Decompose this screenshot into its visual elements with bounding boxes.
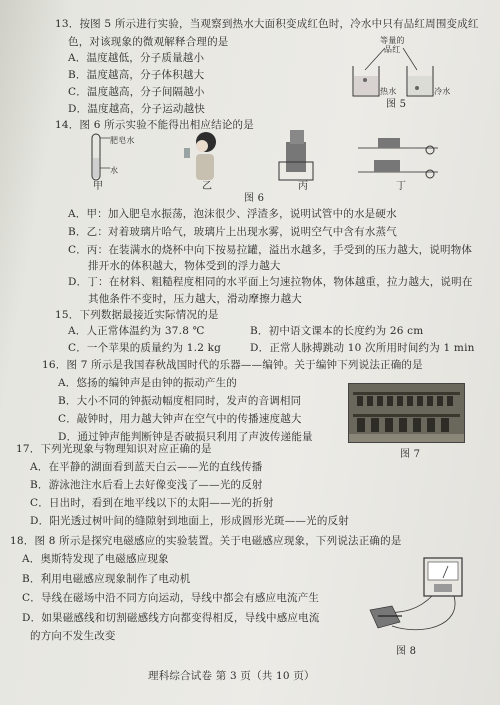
- q14-option-d: D．丁：在材料、粗糙程度相同的水平面上匀速拉物体，物体越重，拉力越大，说明在: [68, 276, 473, 288]
- fig5-hot-label: 热水: [380, 87, 397, 96]
- fig6-soap-label: 肥皂水: [110, 136, 135, 145]
- fig6-caption: 图 6: [244, 193, 265, 204]
- fig6-water-label: 水: [110, 166, 119, 175]
- q16-option-d: D．通过钟声能判断钟是否破损只利用了声波传递能量: [58, 431, 313, 443]
- fig5-label-top: 等量的: [380, 36, 405, 45]
- figure-8: [362, 556, 472, 644]
- q13-option-b: B．温度越高，分子体积越大: [68, 69, 205, 81]
- q14-option-a: A．甲：加入肥皂水振荡，泡沫很少、浮渣多，说明试管中的水是硬水: [68, 208, 397, 220]
- q14-option-c-cont: 排开水的体积越大，物体受到的浮力越大: [88, 260, 281, 272]
- q18-option-b: B．利用电磁感应现象制作了电动机: [22, 573, 191, 585]
- q18-option-d: D．如果磁感线和切割磁感线方向都变得相反，导线中感应电流: [22, 612, 320, 624]
- q17-option-d: D．阳光透过树叶间的缝隙射到地面上，形成圆形光斑——光的反射: [30, 515, 349, 527]
- fig5-label-top2: 品红: [384, 45, 401, 54]
- q18-stem: 18．图 8 所示是探究电磁感应的实验装置。关于电磁感应现象，下列说法正确的是: [10, 535, 402, 547]
- q17-stem: 17．下列光现象与物理知识对应正确的是: [16, 443, 212, 455]
- fig8-caption: 图 8: [396, 646, 417, 657]
- q13-option-d: D．温度越高，分子运动越快: [68, 103, 206, 115]
- q13-option-c: C．温度越高，分子间隔越小: [68, 86, 205, 98]
- q16-option-b: B．大小不同的钟振动幅度相同时，发声的音调相同: [58, 395, 302, 407]
- q16-option-a: A．悠扬的编钟声是由钟的振动产生的: [58, 377, 237, 389]
- q13-stem-line1: 13．按图 5 所示进行实验，当观察到热水大面积变成红色时，冷水中只有品红周围变成红: [55, 18, 479, 30]
- q13-stem-line2: 色，对该现象的微观解释合理的是: [68, 36, 229, 48]
- q13-option-a: A．温度越低，分子质量越小: [68, 52, 205, 64]
- q16-option-c: C．敲钟时，用力越大钟声在空气中的传播速度越大: [58, 413, 302, 425]
- q15-option-c: C．一个苹果的质量约为 1.2 kg: [68, 342, 222, 354]
- fig6-label-bing: 丙: [298, 181, 309, 192]
- q14-option-b: B．乙：对着玻璃片哈气，玻璃片上出现水雾，说明空气中含有水蒸气: [68, 226, 397, 238]
- q18-option-c: C．导线在磁场中沿不同方向运动，导线中都会有感应电流产生: [22, 592, 320, 604]
- fig7-caption: 图 7: [400, 449, 421, 460]
- q15-option-a: A．人正常体温约为 37.8 ℃: [68, 325, 205, 337]
- q17-option-c: C．日出时，看到在地平线以下的太阳——光的折射: [30, 497, 274, 509]
- fig6-label-jia: 甲: [93, 181, 104, 192]
- q14-option-c: C．丙：在装满水的烧杯中向下按易拉罐，溢出水越多，手受到的压力越大，说明物体: [68, 244, 473, 256]
- q14-option-d-cont: 其他条件不变时，压力越大，滑动摩擦力越大: [88, 293, 302, 305]
- fig5-caption: 图 5: [386, 99, 407, 110]
- fig6-label-ding: 丁: [396, 181, 407, 192]
- q15-stem: 15．下列数据最接近实际情况的是: [55, 309, 219, 321]
- q18-option-a: A．奥斯特发现了电磁感应现象: [22, 553, 169, 565]
- q17-option-a: A．在平静的湖面看到蓝天白云——光的直线传播: [30, 461, 263, 473]
- q15-option-d: D．正常人脉搏跳动 10 次所用时间约为 1 min: [250, 342, 475, 354]
- q17-option-b: B．游泳池注水后看上去好像变浅了——光的反射: [30, 479, 263, 491]
- q15-option-b: B．初中语文课本的长度约为 26 cm: [250, 325, 424, 337]
- q16-stem: 16．图 7 所示是我国春秋战国时代的乐器——编钟。关于编钟下列说法正确的是: [42, 359, 423, 371]
- fig5-cold-label: 冷水: [434, 87, 451, 96]
- figure-7-bells-photo: [348, 383, 465, 443]
- q18-option-d-cont: 的方向不发生改变: [30, 630, 116, 642]
- page-footer: 理科综合试卷 第 3 页（共 10 页）: [148, 670, 315, 682]
- q14-stem: 14．图 6 所示实验不能得出相应结论的是: [55, 119, 254, 131]
- fig6-label-yi: 乙: [202, 181, 213, 192]
